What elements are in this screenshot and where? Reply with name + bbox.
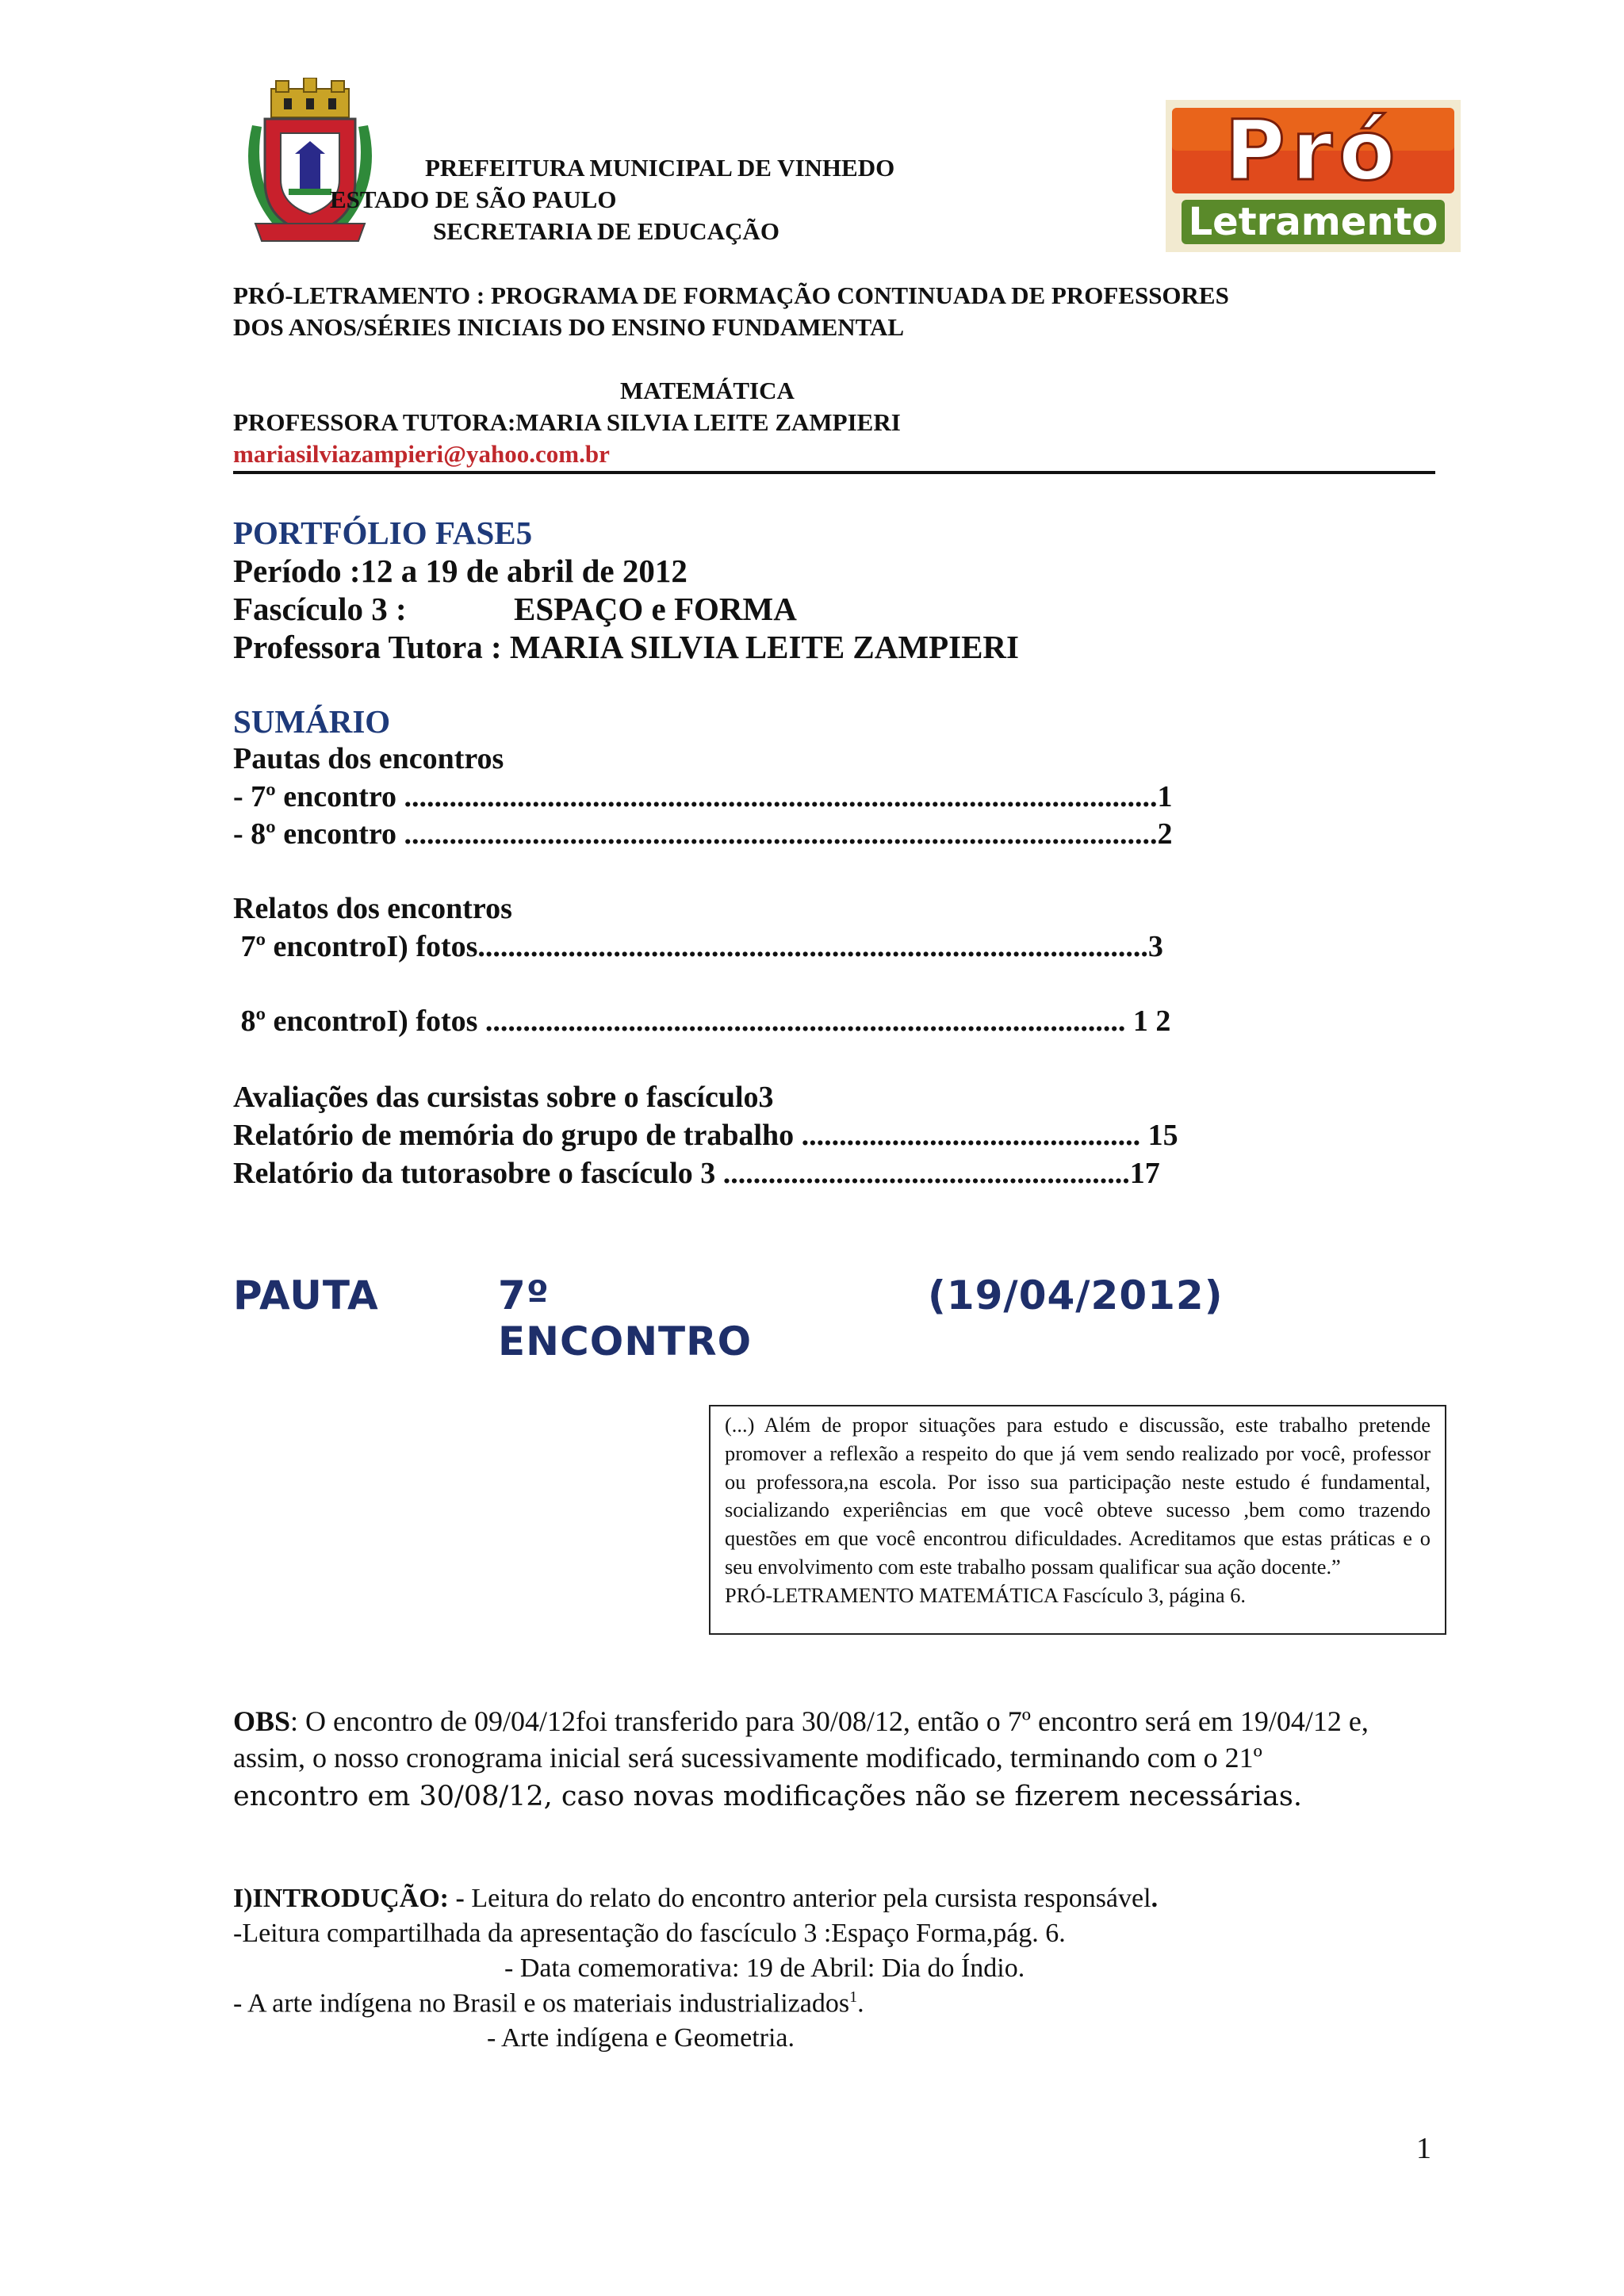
toc-item-pauta-8[interactable]: - 8º encontro ....................................................................................................2 [233, 817, 1173, 851]
logo-pro-text: Pró [1224, 102, 1402, 199]
pauta-date: (19/04/2012) [928, 1272, 1224, 1318]
tutor-email: mariasilviazampieri@yahoo.com.br [233, 440, 610, 468]
intro-line3: - Data comemorativa: 19 de Abril: Dia do Índio. [504, 1954, 1025, 1983]
header-estado: ESTADO DE SÃO PAULO [330, 186, 617, 213]
pauta-heading [233, 1272, 1224, 1364]
pro-letramento-logo [1166, 100, 1461, 252]
sumario-title: SUMÁRIO [233, 703, 391, 740]
intro-line5: - Arte indígena e Geometria. [487, 2023, 795, 2053]
obs-line1-text: : O encontro de 09/04/12foi transferido para 30/08/12, então o 7º encontro será em 19/04/12 e, [290, 1705, 1369, 1737]
quote-source: PRÓ-LETRAMENTO MATEMÁTICA Fascículo 3, página 6. [725, 1582, 1247, 1607]
program-title-line1: PRÓ-LETRAMENTO : PROGRAMA DE FORMAÇÃO CONTINUADA DE PROFESSORES [233, 281, 1229, 309]
toc-item-relatorio-memoria[interactable]: Relatório de memória do grupo de trabalho ............................................. 15 [233, 1119, 1178, 1152]
vinhedo-coat-of-arms [236, 78, 384, 246]
intro-line1-end: . [1151, 1884, 1159, 1913]
program-title-line2: DOS ANOS/SÉRIES INICIAIS DO ENSINO FUNDAMENTAL [233, 313, 905, 341]
intro-line1-text: Leitura do relato do encontro anterior pela cursista responsável [464, 1884, 1151, 1913]
intro-label: I)INTRODUÇÃO: - [233, 1884, 465, 1913]
toc-item-relato-8[interactable]: 8º encontroI) fotos ..................................................................................... 1 2 [233, 1004, 1171, 1038]
pauta-encontro: 7º ENCONTRO [498, 1272, 753, 1364]
portfolio-title: PORTFÓLIO FASE5 [233, 515, 533, 551]
intro-line2: -Leitura compartilhada da apresentação do fascículo 3 :Espaço Forma,pág. 6. [233, 1919, 1066, 1948]
quote-box [709, 1405, 1446, 1635]
obs-line2: assim, o nosso cronograma inicial será sucessivamente modificado, terminando com o 21º [233, 1742, 1262, 1774]
quote-text: (...) Além de propor situações para estudo e discussão, este trabalho pretende promover a reflexão a respeito do que já vem sendo realizado por você, professor ou professora,na escola. Por isso sua participação neste estudo é fundamental, socializando experiências em que você obteve sucesso ,bem como trazendo questões em que você encontrou dificuldades. Acreditamos que estas práticas e o seu envolvimento com este trabalho possam qualificar sua ação docente.” [725, 1413, 1431, 1578]
intro-line4 [233, 1988, 864, 2019]
portfolio-tutora: Professora Tutora : MARIA SILVIA LEITE ZAMPIERI [233, 629, 1019, 665]
intro-line1 [233, 1884, 1158, 1914]
toc-item-relato-7[interactable]: 7º encontroI) fotos.........................................................................................3 [233, 930, 1163, 963]
intro-line4-end: . [857, 1988, 864, 2019]
header-secretaria: SECRETARIA DE EDUCAÇÃO [433, 217, 779, 245]
header-divider [233, 471, 1435, 474]
footnote-marker[interactable]: 1 [849, 1988, 858, 2006]
header-prefeitura: PREFEITURA MUNICIPAL DE VINHEDO [425, 154, 895, 182]
toc-item-relatorio-tutora[interactable]: Relatório da tutorasobre o fascículo 3 ......................................................17 [233, 1157, 1160, 1190]
obs-line3: encontro em 30/08/12, caso novas modificações não se fizerem necessárias. [233, 1781, 1302, 1812]
tutor-line: PROFESSORA TUTORA:MARIA SILVIA LEITE ZAMPIERI [233, 408, 901, 436]
portfolio-fasciculo-label: Fascículo 3 : [233, 591, 407, 627]
obs-label: OBS [233, 1705, 291, 1737]
intro-line4-text: - A arte indígena no Brasil e os materiais industrializados [233, 1988, 850, 2019]
subject-title: MATEMÁTICA [620, 377, 795, 404]
portfolio-fasciculo-value: ESPAÇO e FORMA [514, 591, 797, 627]
toc-item-avaliacoes: Avaliações das cursistas sobre o fascículo3 [233, 1081, 774, 1114]
portfolio-periodo: Período :12 a 19 de abril de 2012 [233, 553, 688, 589]
obs-line1 [233, 1705, 1369, 1738]
toc-item-pauta-7[interactable]: - 7º encontro ....................................................................................................1 [233, 780, 1173, 813]
page-number: 1 [1416, 2132, 1431, 2165]
logo-letramento-text: Letramento [1188, 200, 1438, 244]
pauta-word: PAUTA [233, 1272, 379, 1318]
sumario-pautas-heading: Pautas dos encontros [233, 742, 504, 775]
sumario-relatos-heading: Relatos dos encontros [233, 892, 512, 925]
